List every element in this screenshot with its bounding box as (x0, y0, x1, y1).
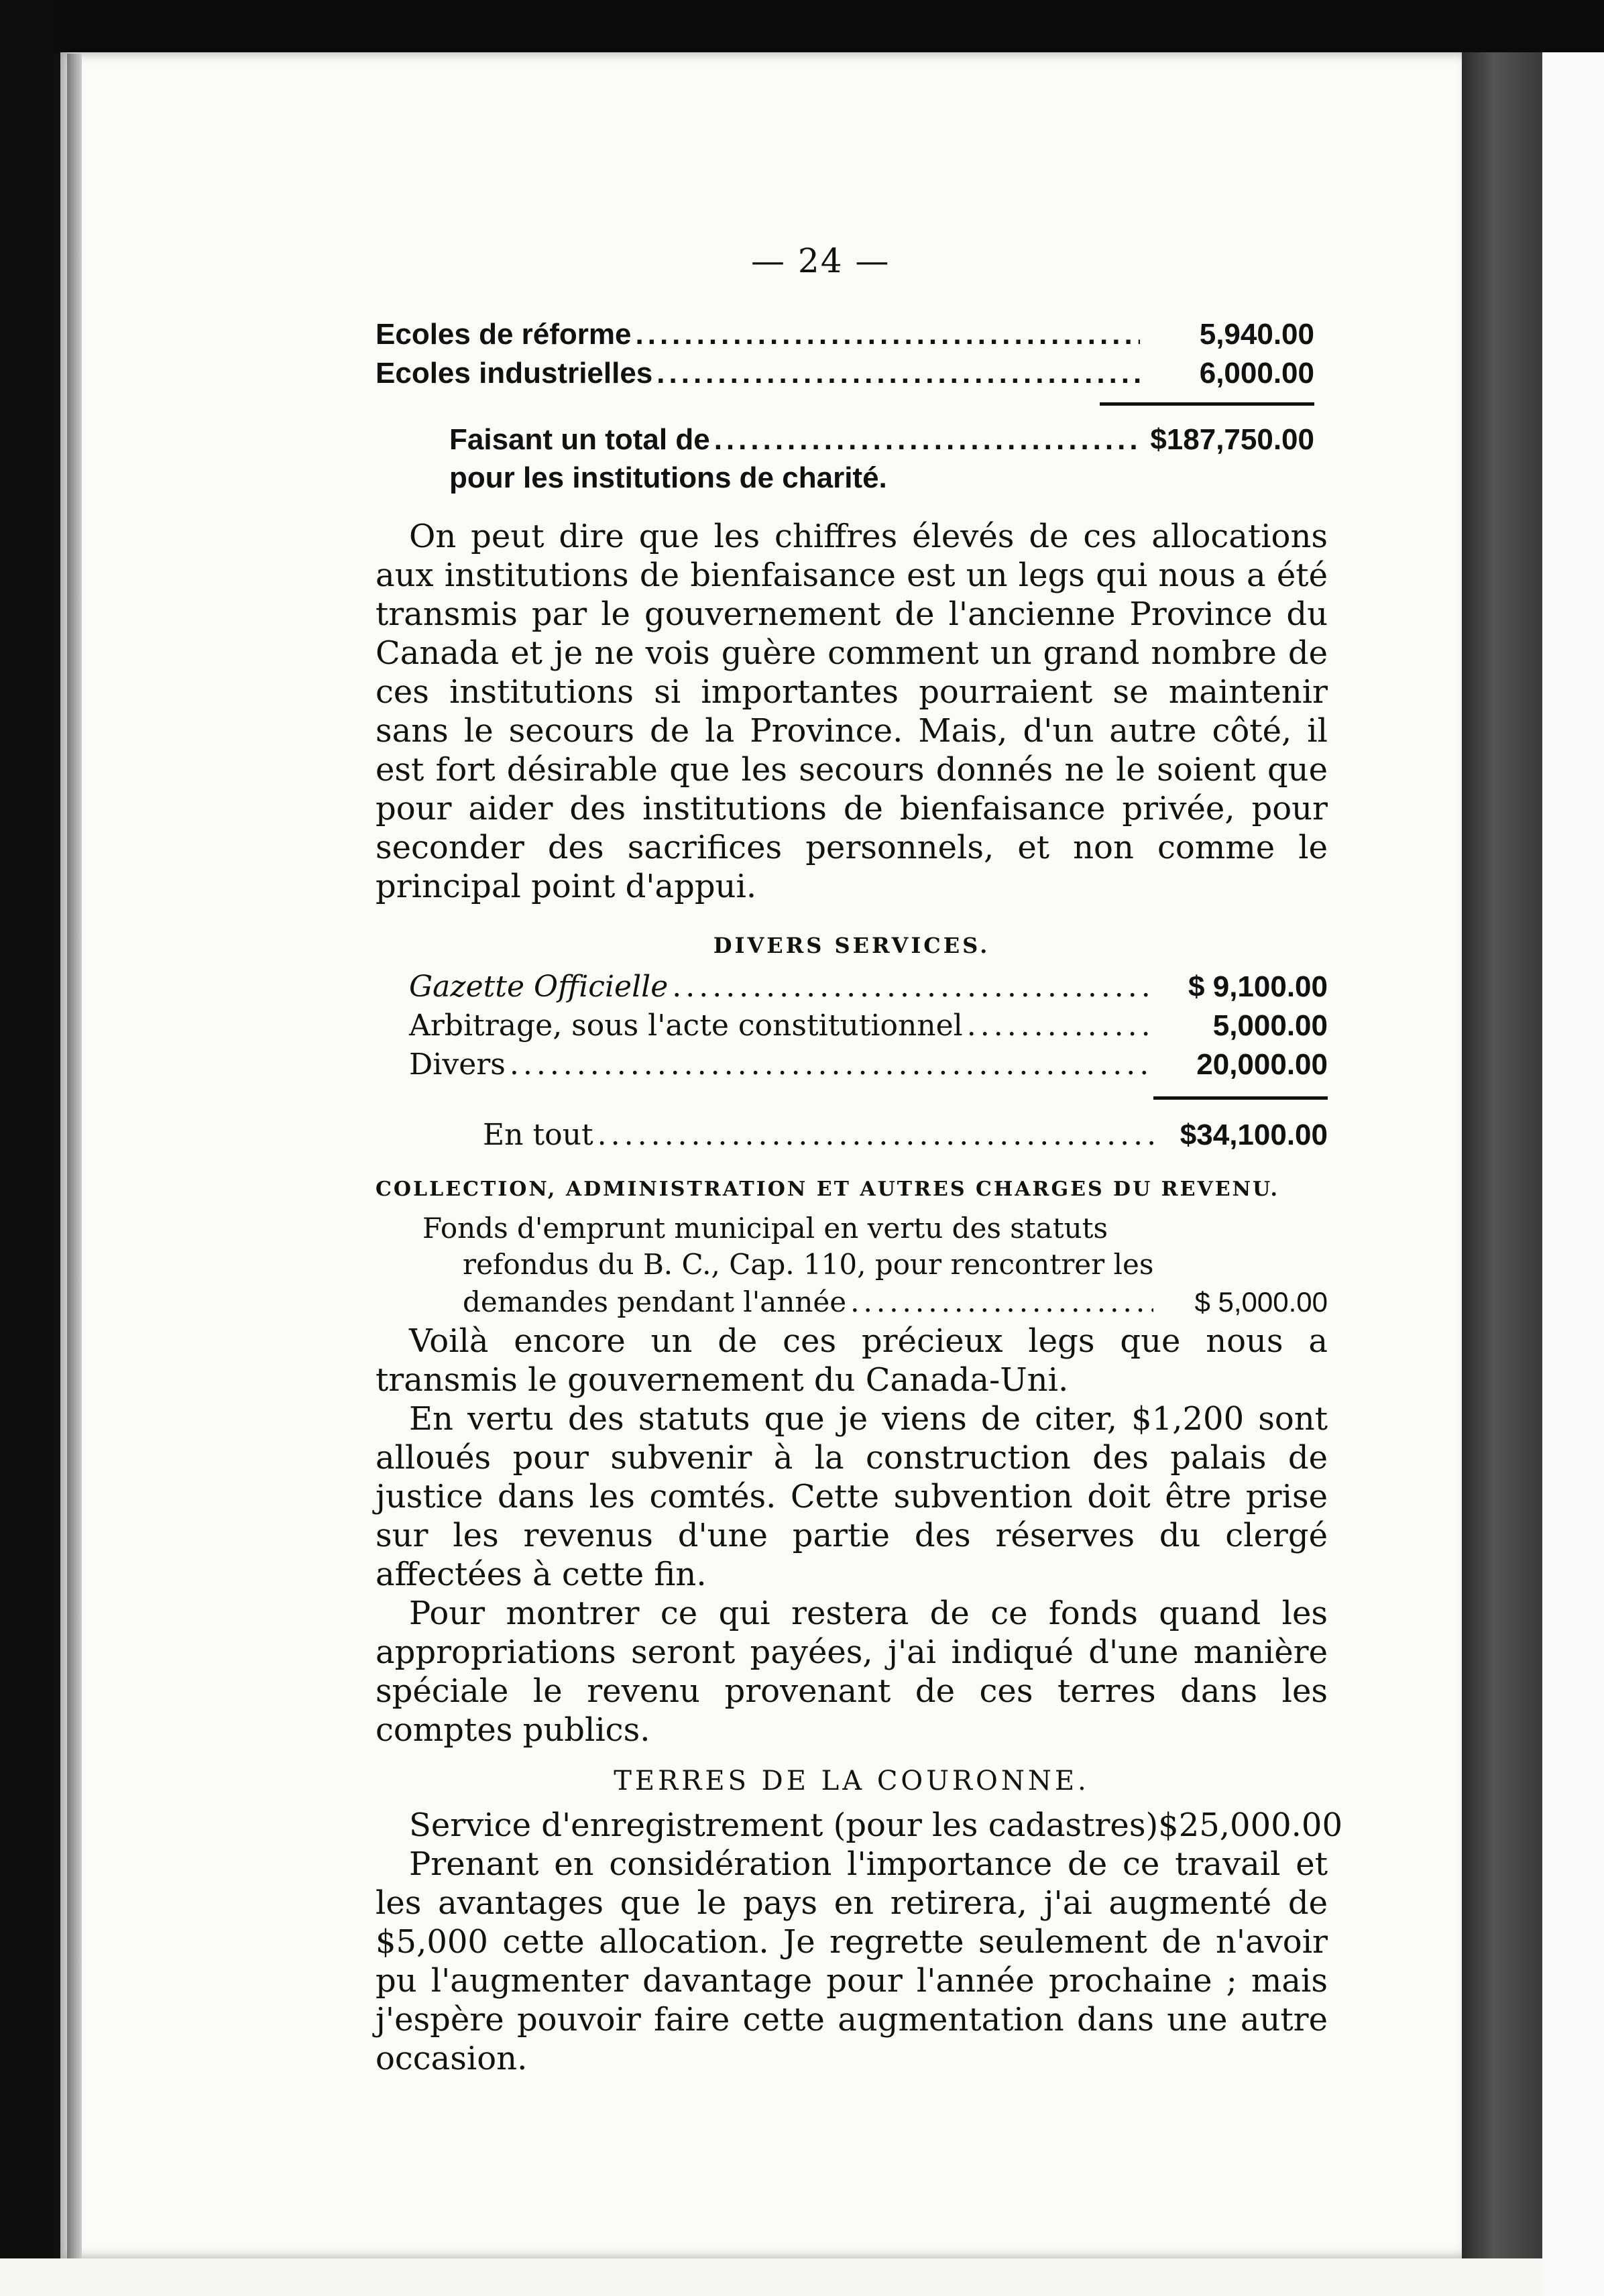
page-spine-edge (67, 54, 82, 2260)
charity-paragraph: On peut dire que les chiffres élevés de ces allocations aux institutions de bienfaisance est un legs qui nous a été transmis par le gouvernement de l'ancienne Province du Canada et je ne vois guère comment un grand nombre de ces institutions si importantes pourraient se maintenir sans le secours de la Province. Mais, d'un autre côté, il est fort désirable que les secours donnés ne le soient que pour aider des institutions de bienfaisance privée, pour seconder des sacrifices personnels, et non comme le principal point d'appui. (376, 518, 1328, 905)
divers-total-row (409, 1116, 1328, 1155)
terres-paragraph: Prenant en considération l'importance de ce travail et les avantages que le pays en retirera, j'ai augmenté de $5,000 cette allocation. Je regrette seulement de n'avoir pu l'augmenter davantage pour l'année prochaine ; mais j'espère pouvoir faire cette augmentation dans une autre occasion. (376, 1845, 1328, 2077)
scan-border-left (0, 0, 54, 2296)
charity-row (376, 315, 1314, 354)
divers-row (409, 968, 1328, 1007)
row-label: Ecoles industrielles (376, 357, 653, 390)
divers-row (409, 1045, 1328, 1084)
collection-paragraph: En vertu des statuts que je viens de citer, $1,200 sont alloués pour subvenir à la construction des palais de justice dans les comtés. Cette subvention doit être prise sur les revenus d'une partie des réserves du clergé affectées à cette fin. (376, 1400, 1328, 1593)
row-label: Gazette Officielle (409, 970, 669, 1004)
collection-item (376, 1210, 1328, 1322)
row-amount: 20,000.00 (1196, 1048, 1328, 1081)
total-amount: $187,750.00 (1150, 423, 1314, 456)
leader-dots (652, 354, 1140, 393)
sum-rule (1153, 1096, 1328, 1100)
divers-list (376, 968, 1328, 1155)
charity-total-row (376, 420, 1314, 459)
collection-paragraph: Pour montrer ce qui restera de ce fonds quand les appropriations seront payées, j'ai indiqué d'une manière spéciale le revenu provenant de ces terres dans les comptes publics. (376, 1595, 1328, 1749)
item-amount-row (422, 1283, 1328, 1322)
section-heading-collection: COLLECTION, ADMINISTRATION ET AUTRES CHARGES DU REVENU. (376, 1178, 1279, 1201)
page-content (376, 315, 1342, 2078)
leader-dots (963, 1007, 1153, 1045)
leader-dots (668, 968, 1153, 1007)
item-amount: $25,000.00 (1158, 1806, 1342, 1844)
item-amount: $ 5,000.00 (1194, 1286, 1328, 1318)
row-label: Ecoles de réforme (376, 318, 632, 351)
total-suffix: pour les institutions de charité. (449, 461, 887, 494)
leader-dots (506, 1045, 1153, 1084)
total-label: Faisant un total de (449, 423, 710, 456)
row-amount: 5,940.00 (1199, 318, 1314, 351)
leader-dots (632, 315, 1141, 354)
row-label: Arbitrage, sous l'acte constitutionnel (409, 1009, 963, 1043)
sum-rule (1100, 402, 1314, 406)
item-line: refondus du B. C., Cap. 110, pour rencontrer les (463, 1248, 1154, 1281)
leader-dots (710, 420, 1140, 459)
total-amount: $34,100.00 (1180, 1118, 1328, 1151)
item-label: demandes pendant l'année (463, 1285, 847, 1318)
row-amount: $ 9,100.00 (1188, 970, 1328, 1003)
row-amount: 6,000.00 (1199, 357, 1314, 390)
scan-margin-bottom (0, 2258, 1542, 2296)
section-heading-terres: TERRES DE LA COURONNE. (614, 1766, 1090, 1796)
row-label: Divers (409, 1047, 506, 1082)
leader-dots (593, 1116, 1153, 1155)
item-label: Service d'enregistrement (pour les cadastres) (409, 1806, 1159, 1844)
charity-list (376, 315, 1314, 497)
scan-margin-right (1542, 52, 1604, 2296)
charity-row (376, 354, 1314, 393)
terres-item-row (376, 1806, 1342, 1845)
leader-dots (846, 1283, 1153, 1322)
item-line: Fonds d'emprunt municipal en vertu des statuts (422, 1212, 1108, 1245)
scan-border-top (0, 0, 1604, 54)
divers-row (409, 1007, 1328, 1045)
collection-paragraph: Voilà encore un de ces précieux legs que nous a transmis le gouvernement du Canada-Uni. (376, 1322, 1328, 1399)
scan-facing-page-edge (1462, 52, 1542, 2258)
total-label: En tout (483, 1118, 593, 1152)
section-heading-divers: DIVERS SERVICES. (713, 933, 990, 958)
page-number: — 24 — (751, 241, 891, 280)
row-amount: 5,000.00 (1212, 1009, 1328, 1042)
